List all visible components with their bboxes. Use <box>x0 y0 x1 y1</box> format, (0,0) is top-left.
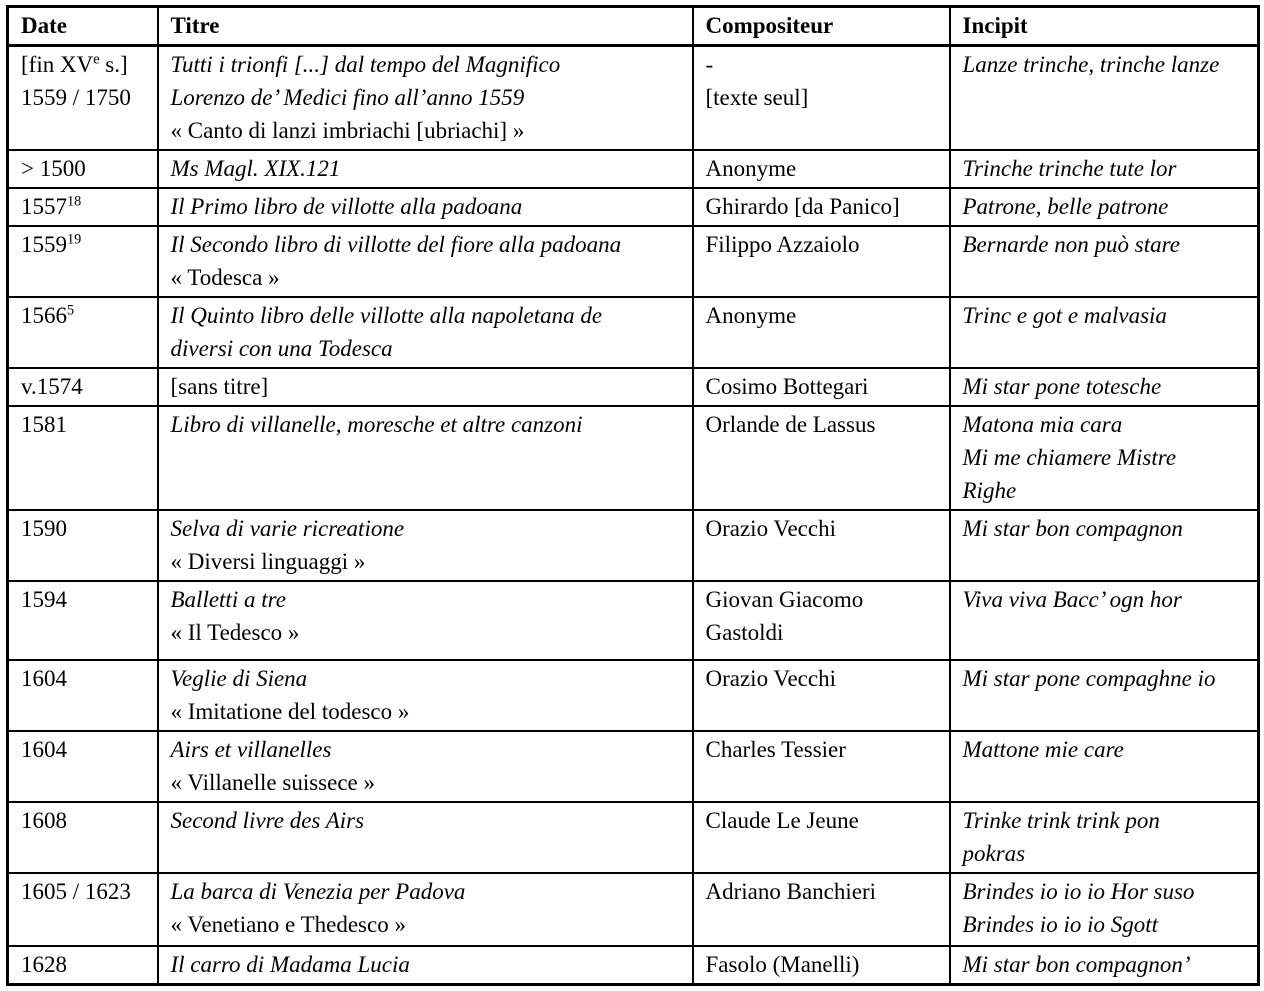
cell-compositeur <box>693 510 950 581</box>
text-line <box>963 408 1246 441</box>
text-segment: 1581 <box>21 412 67 437</box>
text-segment: Trinke trink trink pon <box>962 808 1160 833</box>
text-segment: Veglie di Siena <box>170 666 308 691</box>
text-segment: Claude Le Jeune <box>705 808 859 833</box>
text-segment: Trinche trinche tute lor <box>962 156 1177 181</box>
text-segment: 1590 <box>21 516 67 541</box>
text-segment: Adriano Banchieri <box>705 879 877 904</box>
text-segment: Matona mia cara <box>962 412 1123 437</box>
text-line <box>706 48 937 81</box>
cell-incipit <box>950 660 1259 731</box>
text-segment: Mi star bon compagnon <box>962 516 1183 541</box>
text-line <box>21 583 145 616</box>
cell-date <box>8 226 158 297</box>
text-segment: 1566 <box>21 303 67 328</box>
text-line <box>171 695 680 728</box>
text-segment: Bernarde non può stare <box>962 232 1180 257</box>
table-row <box>8 802 1259 873</box>
text-line <box>171 804 680 837</box>
text-line <box>171 81 680 114</box>
text-line <box>171 152 680 185</box>
text-segment: Viva viva Bacc’ ogn hor <box>962 587 1182 612</box>
text-segment: Lorenzo de’ Medici fino all’anno 1559 <box>170 85 525 110</box>
text-segment: diversi con una Todesca <box>170 336 393 361</box>
text-segment: Il Primo libro de villotte alla padoana <box>170 194 523 219</box>
cell-incipit <box>950 406 1259 510</box>
cell-compositeur <box>693 368 950 406</box>
cell-compositeur <box>693 46 950 151</box>
cell-titre <box>158 188 693 226</box>
cell-date <box>8 188 158 226</box>
text-line <box>706 733 937 766</box>
cell-date <box>8 150 158 188</box>
text-line <box>963 370 1246 403</box>
text-segment: Filippo Azzaiolo <box>705 232 860 257</box>
table-row <box>8 226 1259 297</box>
cell-date <box>8 731 158 802</box>
text-segment: Second livre des Airs <box>170 808 365 833</box>
text-line <box>706 81 937 114</box>
text-line <box>706 408 937 441</box>
table-row <box>8 150 1259 188</box>
table-row <box>8 46 1259 151</box>
text-line <box>171 616 680 649</box>
text-segment: v.1574 <box>21 374 83 399</box>
text-segment: Mi star bon compagnon’ <box>962 952 1191 977</box>
cell-compositeur <box>693 946 950 985</box>
text-segment: s.] <box>99 52 128 77</box>
text-line <box>171 583 680 616</box>
cell-compositeur <box>693 150 950 188</box>
cell-titre <box>158 368 693 406</box>
cell-compositeur <box>693 873 950 946</box>
text-line <box>171 908 680 941</box>
text-segment: - <box>705 52 714 77</box>
text-segment: pokras <box>962 841 1026 866</box>
col-header-titre: Titre <box>158 7 693 46</box>
cell-compositeur <box>693 731 950 802</box>
cell-date <box>8 46 158 151</box>
table-row <box>8 731 1259 802</box>
cell-date <box>8 581 158 660</box>
text-segment: Trinc e got e malvasia <box>962 303 1167 328</box>
table-row <box>8 581 1259 660</box>
text-line <box>21 408 145 441</box>
text-segment: Il Quinto libro delle villotte alla napoletana de <box>170 303 603 328</box>
text-line <box>171 512 680 545</box>
text-segment: « Todesca » <box>170 265 280 290</box>
text-segment: > 1500 <box>21 156 86 181</box>
text-segment: Airs et villanelles <box>170 737 332 762</box>
table-row <box>8 946 1259 985</box>
text-line <box>21 81 145 114</box>
cell-titre <box>158 406 693 510</box>
cell-titre <box>158 226 693 297</box>
cell-titre <box>158 946 693 985</box>
cell-date <box>8 873 158 946</box>
text-segment: Cosimo Bottegari <box>705 374 869 399</box>
text-line <box>171 261 680 294</box>
text-line <box>171 662 680 695</box>
text-segment: Mi me chiamere Mistre <box>962 445 1177 470</box>
text-line <box>706 616 937 649</box>
cell-compositeur <box>693 660 950 731</box>
text-segment: Brindes io io io Hor suso <box>962 879 1195 904</box>
text-line <box>963 804 1246 837</box>
text-segment: Ms Magl. XIX.121 <box>170 156 341 181</box>
text-segment: Giovan Giacomo <box>705 587 864 612</box>
text-segment: 1628 <box>21 952 67 977</box>
text-line <box>171 766 680 799</box>
text-line <box>21 733 145 766</box>
cell-date <box>8 406 158 510</box>
cell-incipit <box>950 581 1259 660</box>
text-segment: 1559 / 1750 <box>21 85 131 110</box>
table-row <box>8 368 1259 406</box>
footnote-ref: e <box>93 51 100 68</box>
text-segment: Orazio Vecchi <box>705 666 836 691</box>
cell-date <box>8 660 158 731</box>
text-line <box>21 875 145 908</box>
text-line <box>963 948 1246 981</box>
cell-incipit <box>950 150 1259 188</box>
cell-incipit <box>950 46 1259 151</box>
text-segment: « Canto di lanzi imbriachi [ubriachi] » <box>170 118 525 143</box>
text-segment: Libro di villanelle, moresche et altre canzoni <box>170 412 583 437</box>
text-segment: Il carro di Madama Lucia <box>170 952 410 977</box>
text-line <box>963 875 1246 908</box>
text-line <box>706 228 937 261</box>
text-line <box>171 299 680 332</box>
text-segment: 1594 <box>21 587 67 612</box>
table-body <box>8 46 1259 985</box>
text-segment: Patrone, belle patrone <box>962 194 1169 219</box>
text-line <box>963 228 1246 261</box>
text-line <box>963 908 1246 941</box>
text-line <box>963 190 1246 223</box>
text-line <box>171 545 680 578</box>
cell-incipit <box>950 510 1259 581</box>
cell-incipit <box>950 946 1259 985</box>
text-line <box>963 583 1246 616</box>
table-row <box>8 406 1259 510</box>
text-line <box>171 114 680 147</box>
cell-titre <box>158 510 693 581</box>
text-line <box>963 733 1246 766</box>
text-segment: [texte seul] <box>705 85 809 110</box>
text-line <box>963 837 1246 870</box>
text-segment: Brindes io io io Sgott <box>962 912 1158 937</box>
text-line <box>21 370 145 403</box>
text-segment: Balletti a tre <box>170 587 286 612</box>
footnote-ref: 19 <box>67 231 82 248</box>
cell-titre <box>158 581 693 660</box>
cell-incipit <box>950 368 1259 406</box>
text-line <box>21 190 145 223</box>
cell-incipit <box>950 873 1259 946</box>
text-line <box>706 948 937 981</box>
text-line <box>21 948 145 981</box>
text-segment: 1608 <box>21 808 67 833</box>
table-row <box>8 297 1259 368</box>
text-segment: « Venetiano e Thedesco » <box>170 912 406 937</box>
cell-date <box>8 802 158 873</box>
text-segment: Gastoldi <box>705 620 784 645</box>
table-row <box>8 510 1259 581</box>
text-segment: Ghirardo [da Panico] <box>705 194 900 219</box>
text-segment: « Diversi linguaggi » <box>170 549 366 574</box>
text-segment: Il Secondo libro di villotte del fiore alla padoana <box>170 232 622 257</box>
text-line <box>963 441 1246 474</box>
text-line <box>21 228 145 261</box>
text-line <box>706 583 937 616</box>
text-segment: Selva di varie ricreatione <box>170 516 405 541</box>
text-line <box>171 190 680 223</box>
cell-date <box>8 368 158 406</box>
text-segment: Mattone mie care <box>962 737 1124 762</box>
text-line <box>171 408 680 441</box>
cell-incipit <box>950 802 1259 873</box>
text-segment: Lanze trinche, trinche lanze <box>962 52 1220 77</box>
cell-compositeur <box>693 226 950 297</box>
text-line <box>21 512 145 545</box>
text-line <box>963 512 1246 545</box>
table-header <box>8 7 1259 46</box>
text-line <box>21 804 145 837</box>
text-line <box>963 299 1246 332</box>
text-line <box>963 48 1246 81</box>
text-segment: La barca di Venezia per Padova <box>170 879 466 904</box>
col-header-date: Date <box>8 7 158 46</box>
text-segment: Orazio Vecchi <box>705 516 836 541</box>
cell-compositeur <box>693 297 950 368</box>
text-line <box>963 474 1246 507</box>
text-segment: Righe <box>962 478 1017 503</box>
cell-compositeur <box>693 802 950 873</box>
text-segment: « Imitatione del todesco » <box>170 699 410 724</box>
text-line <box>706 370 937 403</box>
text-segment: 1557 <box>21 194 67 219</box>
text-line <box>706 662 937 695</box>
cell-titre <box>158 802 693 873</box>
cell-compositeur <box>693 581 950 660</box>
cell-titre <box>158 46 693 151</box>
text-segment: Charles Tessier <box>705 737 846 762</box>
text-segment: Mi star pone compaghne io <box>962 666 1216 691</box>
text-line <box>171 733 680 766</box>
text-segment: 1604 <box>21 737 67 762</box>
text-segment: « Villanelle suissece » <box>170 770 376 795</box>
cell-date <box>8 510 158 581</box>
table-row <box>8 188 1259 226</box>
col-header-compositeur: Compositeur <box>693 7 950 46</box>
text-line <box>171 332 680 365</box>
sources-table <box>6 5 1260 986</box>
text-line <box>21 48 145 81</box>
text-line <box>963 662 1246 695</box>
text-line <box>171 370 680 403</box>
text-segment: Fasolo (Manelli) <box>705 952 860 977</box>
cell-date <box>8 297 158 368</box>
text-segment: 1605 / 1623 <box>21 879 131 904</box>
cell-titre <box>158 873 693 946</box>
text-line <box>21 152 145 185</box>
text-line <box>21 299 145 332</box>
cell-incipit <box>950 297 1259 368</box>
text-line <box>171 948 680 981</box>
text-line <box>171 875 680 908</box>
text-line <box>706 152 937 185</box>
cell-incipit <box>950 188 1259 226</box>
cell-titre <box>158 297 693 368</box>
text-segment: 1559 <box>21 232 67 257</box>
text-segment: 1604 <box>21 666 67 691</box>
text-line <box>706 804 937 837</box>
text-segment: « Il Tedesco » <box>170 620 300 645</box>
text-segment: Tutti i trionfi [...] dal tempo del Magnifico <box>170 52 561 77</box>
text-line <box>706 190 937 223</box>
col-header-incipit: Incipit <box>950 7 1259 46</box>
text-line <box>706 875 937 908</box>
cell-incipit <box>950 226 1259 297</box>
footnote-ref: 5 <box>67 302 75 319</box>
text-line <box>171 228 680 261</box>
cell-compositeur <box>693 188 950 226</box>
text-line <box>21 662 145 695</box>
text-line <box>706 299 937 332</box>
cell-date <box>8 946 158 985</box>
text-segment: [fin XV <box>21 52 94 77</box>
text-line <box>706 512 937 545</box>
text-segment: Anonyme <box>705 156 797 181</box>
text-segment: [sans titre] <box>170 374 269 399</box>
cell-titre <box>158 660 693 731</box>
cell-titre <box>158 731 693 802</box>
cell-compositeur <box>693 406 950 510</box>
text-segment: Orlande de Lassus <box>705 412 876 437</box>
text-segment: Mi star pone totesche <box>962 374 1162 399</box>
cell-titre <box>158 150 693 188</box>
table-row <box>8 660 1259 731</box>
text-line <box>171 48 680 81</box>
header-row <box>8 7 1259 46</box>
table-row <box>8 873 1259 946</box>
footnote-ref: 18 <box>67 193 82 210</box>
cell-incipit <box>950 731 1259 802</box>
text-segment: Anonyme <box>705 303 797 328</box>
text-line <box>963 152 1246 185</box>
